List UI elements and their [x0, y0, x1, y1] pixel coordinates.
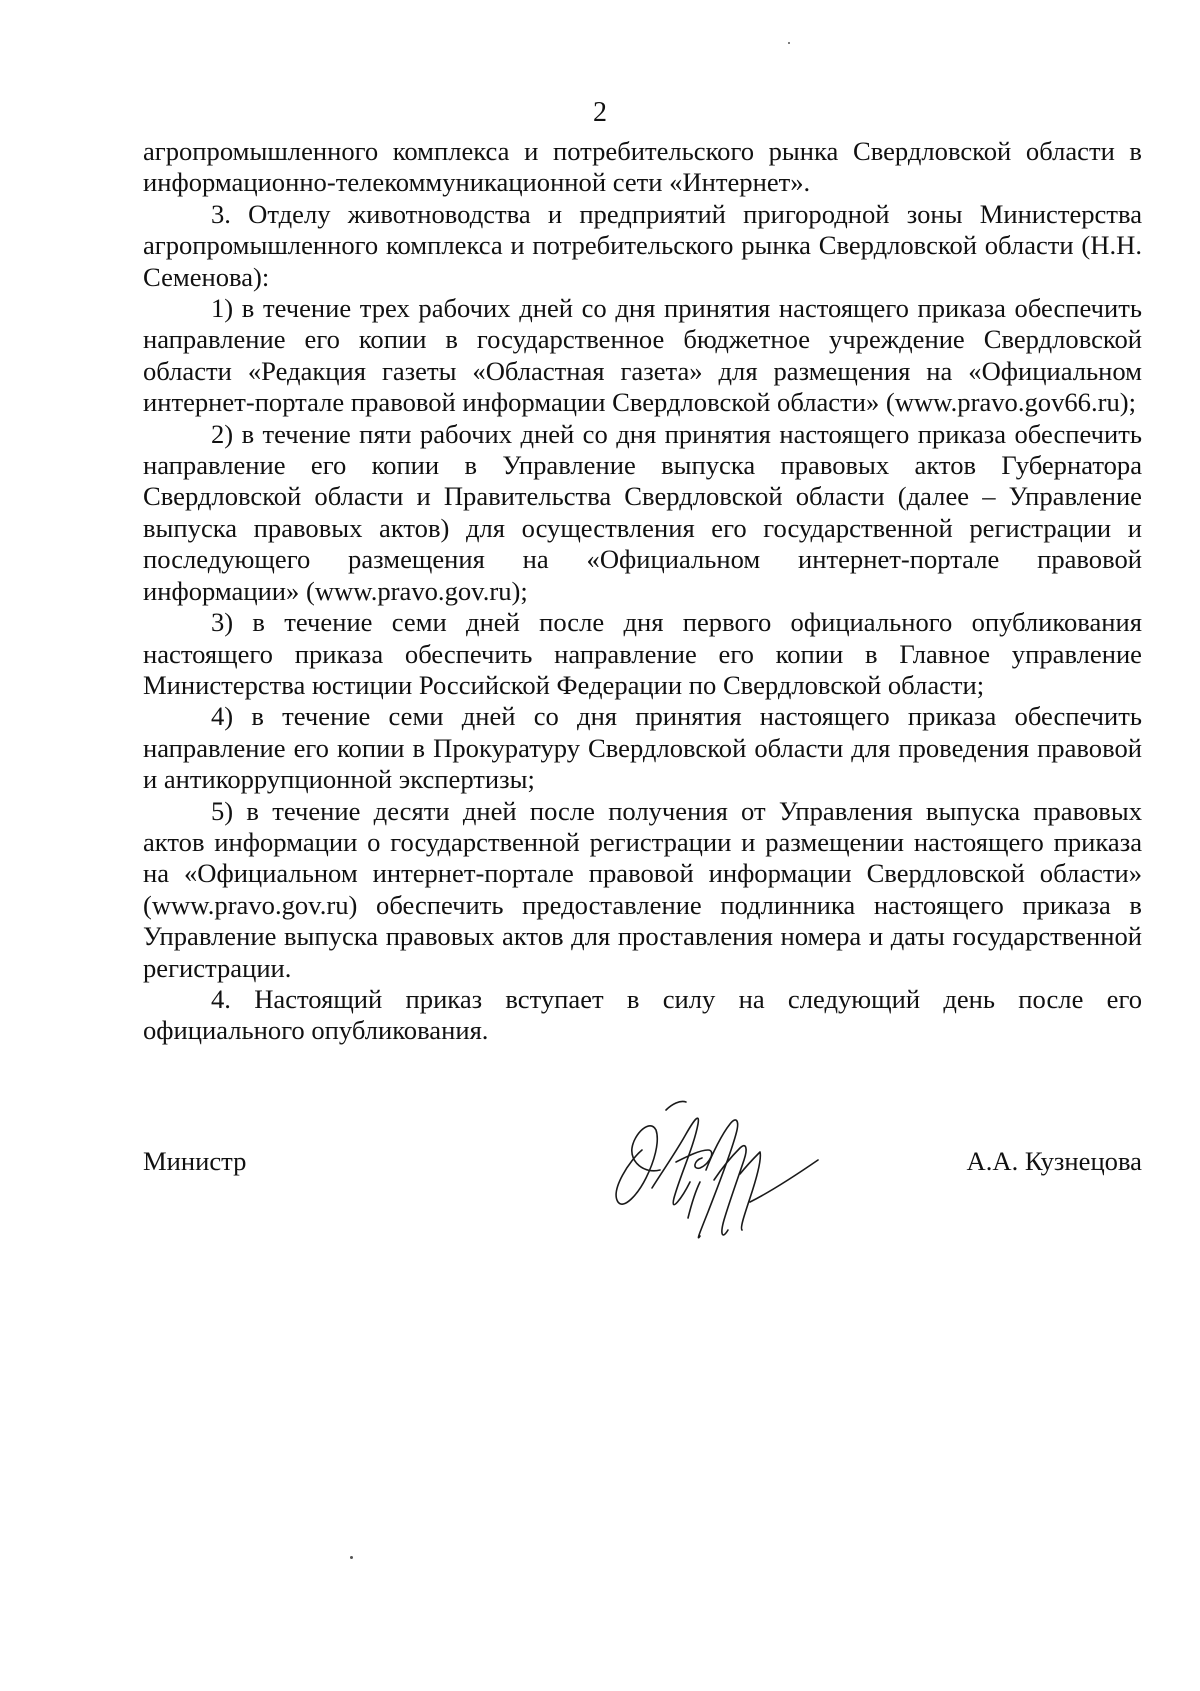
paragraph-continuation: агропромышленного комплекса и потребительского рынка Свердловской области в информационно-телекоммуникационной сети «Интернет». [143, 136, 1142, 198]
paragraph-subitem-2: 2) в течение пяти рабочих дней со дня принятия настоящего приказа обеспечить направление его копии в Управление выпуска правовых актов Губернатора Свердловской области и Правительства Свердловской области (далее – Управление выпуска правовых актов) для осуществления его государственной регистрации и последующего размещения на «Официальном интернет-портале правовой информации» (www.pravo.gov.ru); [143, 418, 1142, 606]
paragraph-subitem-1: 1) в течение трех рабочих дней со дня принятия настоящего приказа обеспечить направление его копии в государственное бюджетное учреждение Свердловской области «Редакция газеты «Областная газета» для размещения на «Официальном интернет-портале правовой информации Свердловской области» (www.pravo.gov66.ru); [143, 293, 1142, 418]
scan-speck [350, 1556, 353, 1559]
paragraph-subitem-5: 5) в течение десяти дней после получения от Управления выпуска правовых актов информации о государственной регистрации и размещении настоящего приказа на «Официальном интернет-портале правовой информации Свердловской области» (www.pravo.gov.ru) обеспечить предоставление подлинника настоящего приказа в Управление выпуска правовых актов для проставления номера и даты государственной регистрации. [143, 795, 1142, 983]
scan-speck [788, 42, 790, 44]
paragraph-subitem-4: 4) в течение семи дней со дня принятия настоящего приказа обеспечить направление его копии в Прокуратуру Свердловской области для проведения правовой и антикоррупционной экспертизы; [143, 701, 1142, 795]
document-body [143, 136, 1142, 1047]
paragraph-subitem-3: 3) в течение семи дней после дня первого официального опубликования настоящего приказа обеспечить направление его копии в Главное управление Министерства юстиции Российской Федерации по Свердловской области; [143, 607, 1142, 700]
paragraph-item-4: 4. Настоящий приказ вступает в силу на следующий день после его официального опубликования. [143, 983, 1142, 1046]
signatory-name: А.А. Кузнецова [966, 1146, 1142, 1176]
position-title: Министр [143, 1146, 247, 1176]
handwritten-signature [590, 1090, 830, 1260]
paragraph-item-3: 3. Отделу животноводства и предприятий пригородной зоны Министерства агропромышленного комплекса и потребительского рынка Свердловской области (Н.Н. Семенова): [143, 198, 1142, 292]
page-number: 2 [593, 97, 607, 128]
